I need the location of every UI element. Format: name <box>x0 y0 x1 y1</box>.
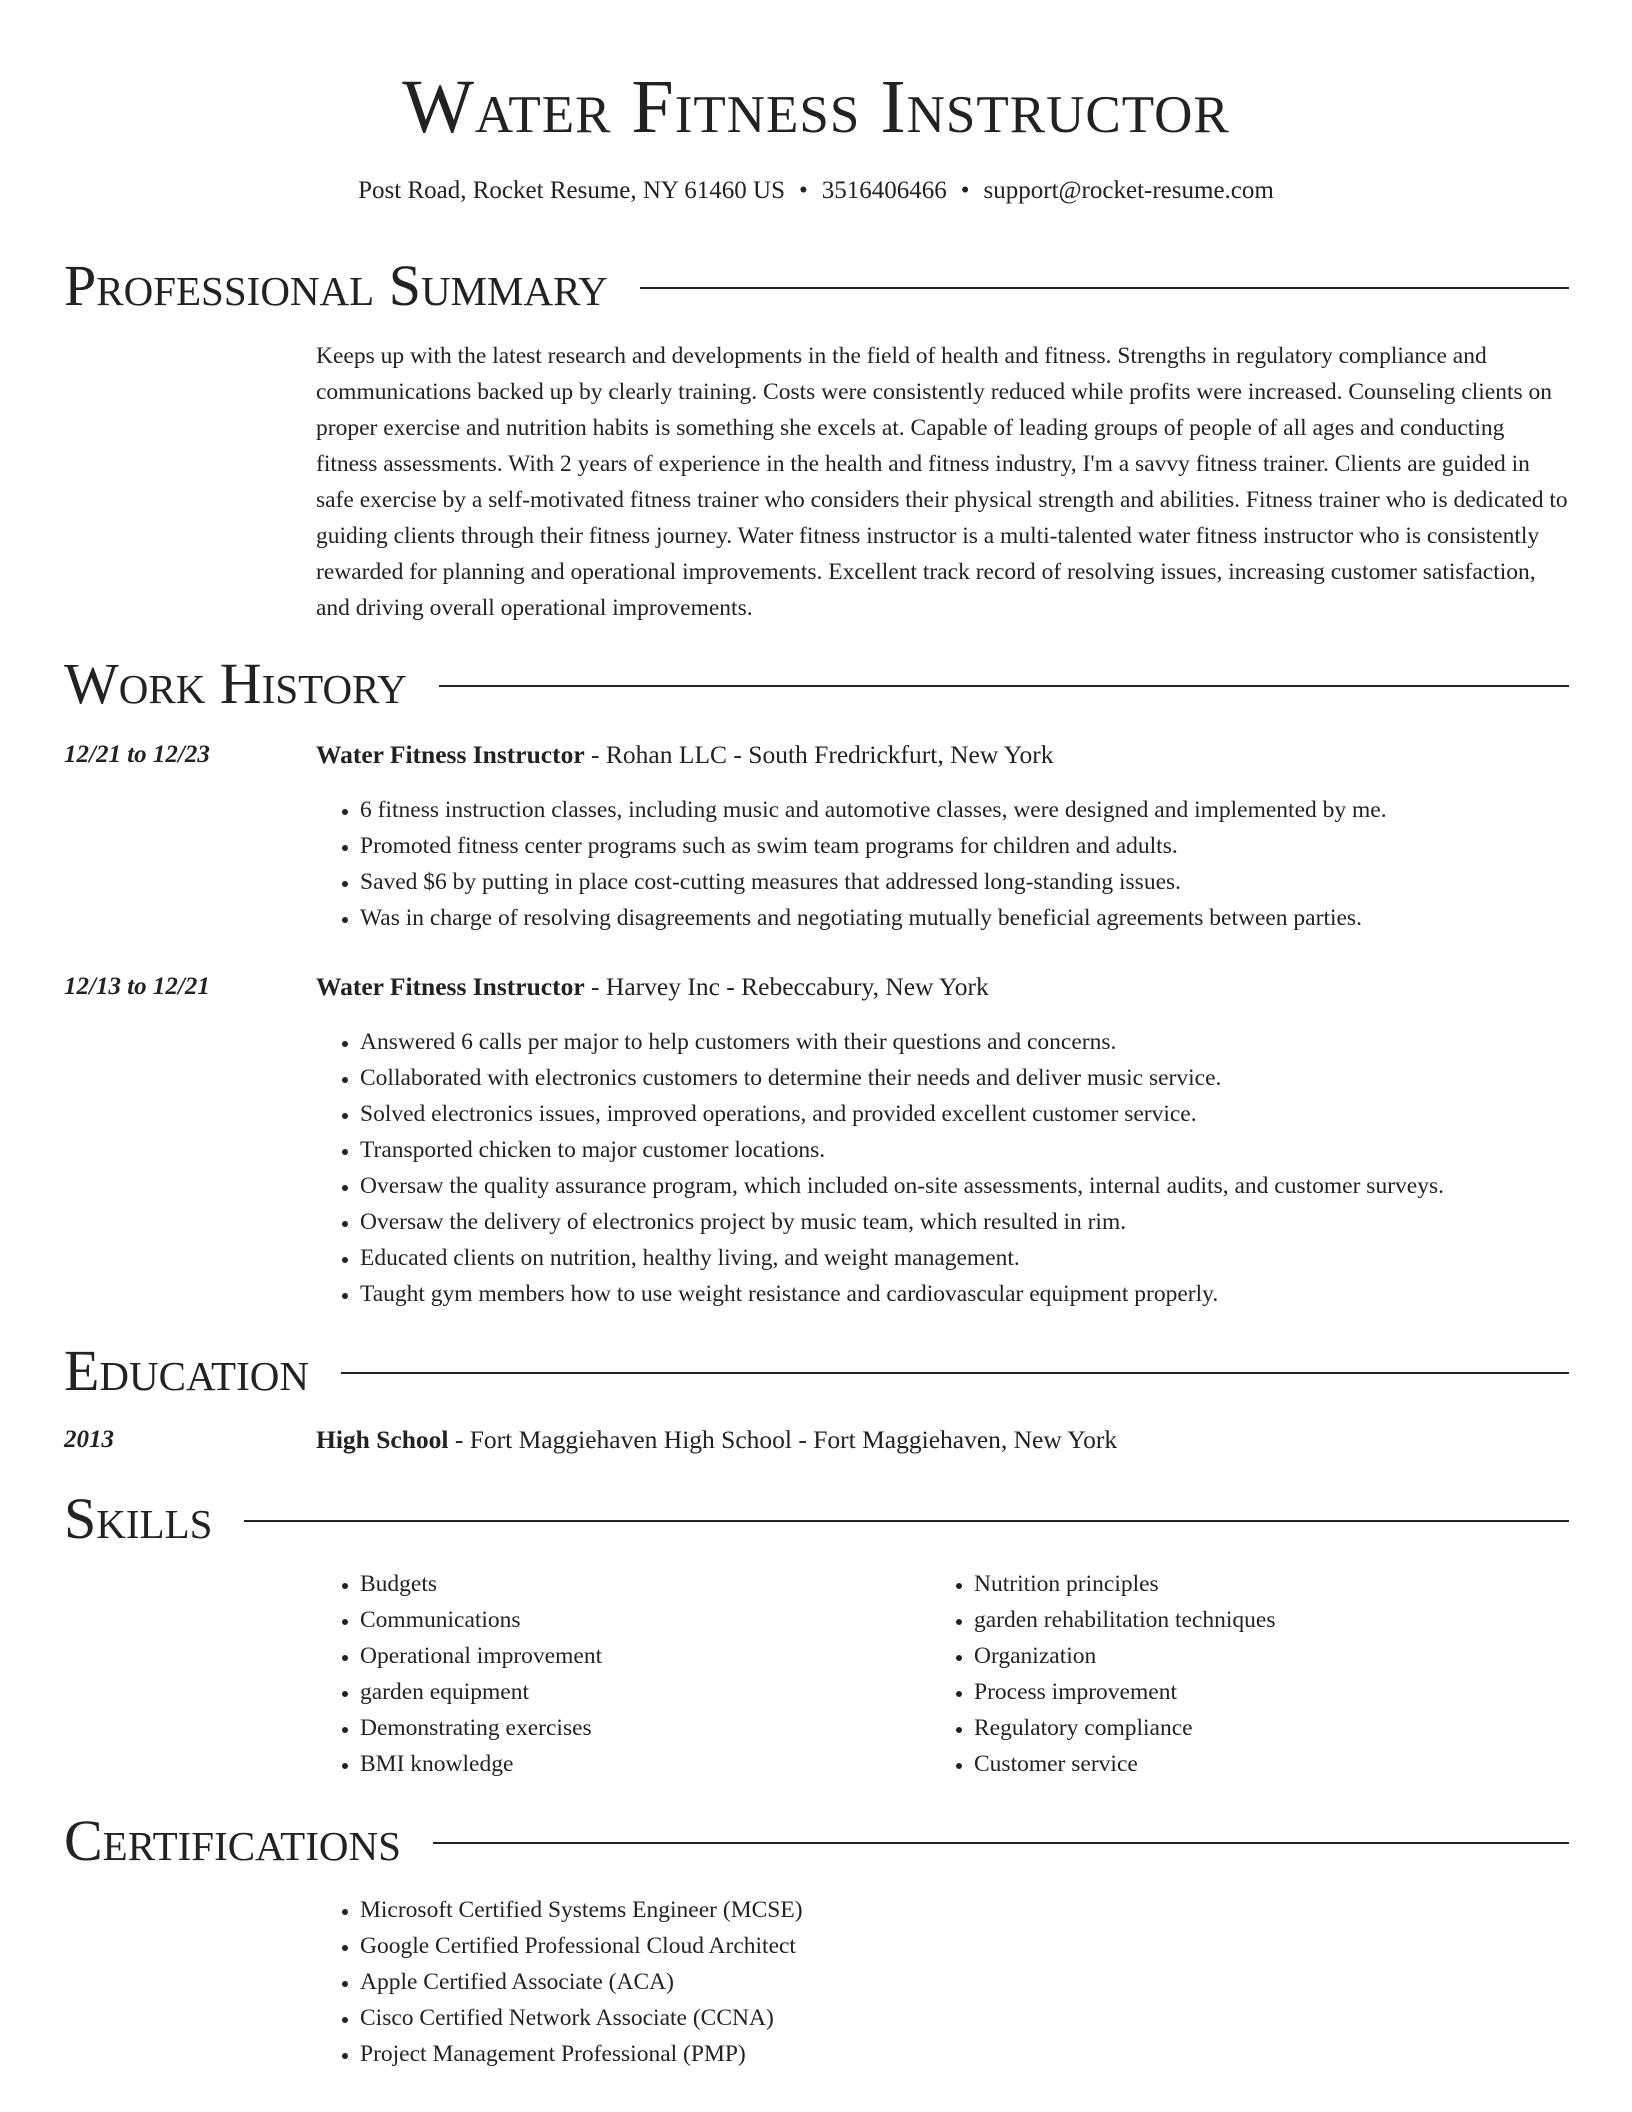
skills-list-right <box>930 1566 1275 1782</box>
contact-phone: 3516406466 <box>821 177 947 204</box>
education-heading <box>316 1424 1117 1456</box>
contact-separator: • <box>799 177 808 204</box>
skill-item: • garden rehabilitation techniques <box>974 1602 1275 1638</box>
section-header-skills <box>64 1485 1569 1553</box>
skill-item: • Demonstrating exercises <box>360 1710 602 1746</box>
skill-item: • Nutrition principles <box>974 1566 1275 1602</box>
list-item: • 6 fitness instruction classes, including music and automotive classes, were designed and implemented by me. <box>360 792 1387 828</box>
job-bullet-list <box>316 792 1387 936</box>
job-heading <box>316 739 1054 771</box>
list-item: • Transported chicken to major customer locations. <box>360 1132 1444 1168</box>
list-item: • Solved electronics issues, improved operations, and provided excellent customer service. <box>360 1096 1444 1132</box>
section-title-summary: Professional Summary <box>64 253 608 318</box>
list-item: • Taught gym members how to use weight resistance and cardiovascular equipment properly. <box>360 1276 1444 1312</box>
skill-item: • Organization <box>974 1638 1275 1674</box>
education-details: - Fort Maggiehaven High School - Fort Maggiehaven, New York <box>448 1425 1118 1454</box>
list-item: • Saved $6 by putting in place cost-cutting measures that addressed long-standing issues. <box>360 864 1387 900</box>
skill-item: • Customer service <box>974 1746 1275 1782</box>
resume-name: Water Fitness Instructor <box>402 65 1230 149</box>
section-divider <box>640 287 1569 289</box>
section-header-summary <box>64 252 1569 320</box>
section-divider <box>341 1372 1569 1374</box>
skills-list-left <box>316 1566 602 1782</box>
education-degree: High School <box>316 1425 449 1454</box>
certification-item: • Cisco Certified Network Associate (CCNA) <box>360 2000 803 2036</box>
contact-separator: • <box>960 177 970 204</box>
section-title-work: Work History <box>64 651 407 716</box>
skill-item: • garden equipment <box>360 1674 602 1710</box>
job-details: - Rohan LLC - South Fredrickfurt, New York <box>584 740 1054 769</box>
section-divider <box>244 1520 1569 1522</box>
list-item: • Oversaw the quality assurance program, which included on-site assessments, internal audits, and customer surveys. <box>360 1168 1444 1204</box>
job-title: Water Fitness Instructor <box>316 740 585 769</box>
skill-item: • Budgets <box>360 1566 602 1602</box>
list-item: • Oversaw the delivery of electronics project by music team, which resulted in rim. <box>360 1204 1444 1240</box>
certification-item: • Google Certified Professional Cloud Architect <box>360 1928 803 1964</box>
summary-text: Keeps up with the latest research and developments in the field of health and fitness. Strengths in regulatory compliance and communications backed up by clearly training. Costs were consistently reduced while profits were increased. Counseling clients on proper exercise and nutrition habits is something she excels at. Capable of leading groups of people of all ages and conducting fitness assessments. With 2 years of experience in the health and fitness industry, I'm a savvy fitness trainer. Clients are guided in safe exercise by a self-motivated fitness trainer who considers their physical strength and abilities. Fitness trainer who is dedicated to guiding clients through their fitness journey. Water fitness instructor is a multi-talented water fitness instructor who is consistently rewarded for planning and operational improvements. Excellent track record of resolving issues, increasing customer satisfaction, and driving overall operational improvements. <box>316 343 1568 621</box>
section-title-education: Education <box>64 1338 309 1403</box>
section-header-education <box>64 1337 1569 1405</box>
education-year: 2013 <box>64 1426 114 1453</box>
list-item: • Promoted fitness center programs such as swim team programs for children and adults. <box>360 828 1387 864</box>
job-title: Water Fitness Instructor <box>316 972 585 1001</box>
skill-item: • Communications <box>360 1602 602 1638</box>
job-details: - Harvey Inc - Rebeccabury, New York <box>584 972 989 1001</box>
skill-item: • Operational improvement <box>360 1638 602 1674</box>
skill-item: • Process improvement <box>974 1674 1275 1710</box>
job-dates: 12/21 to 12/23 <box>64 741 210 768</box>
skill-item: • Regulatory compliance <box>974 1710 1275 1746</box>
job-heading <box>316 971 989 1003</box>
certification-item: • Microsoft Certified Systems Engineer (MCSE) <box>360 1892 803 1928</box>
list-item: • Educated clients on nutrition, healthy living, and weight management. <box>360 1240 1444 1276</box>
job-dates: 12/13 to 12/21 <box>64 973 210 1000</box>
section-header-certifications <box>64 1807 1569 1875</box>
certifications-list <box>316 1892 803 2072</box>
section-divider <box>439 685 1569 687</box>
contact-email: support@rocket-resume.com <box>983 177 1274 204</box>
certification-item: • Project Management Professional (PMP) <box>360 2036 803 2072</box>
list-item: • Answered 6 calls per major to help customers with their questions and concerns. <box>360 1024 1444 1060</box>
certification-item: • Apple Certified Associate (ACA) <box>360 1964 803 2000</box>
section-title-skills: Skills <box>64 1486 213 1551</box>
contact-line <box>0 176 1632 206</box>
section-title-certifications: Certifications <box>64 1808 401 1873</box>
job-bullet-list <box>316 1024 1444 1312</box>
list-item: • Was in charge of resolving disagreements and negotiating mutually beneficial agreements between parties. <box>360 900 1387 936</box>
section-divider <box>433 1842 1569 1844</box>
skill-item: • BMI knowledge <box>360 1746 602 1782</box>
list-item: • Collaborated with electronics customers to determine their needs and deliver music service. <box>360 1060 1444 1096</box>
contact-address: Post Road, Rocket Resume, NY 61460 US <box>358 177 785 204</box>
section-header-work <box>64 650 1569 718</box>
